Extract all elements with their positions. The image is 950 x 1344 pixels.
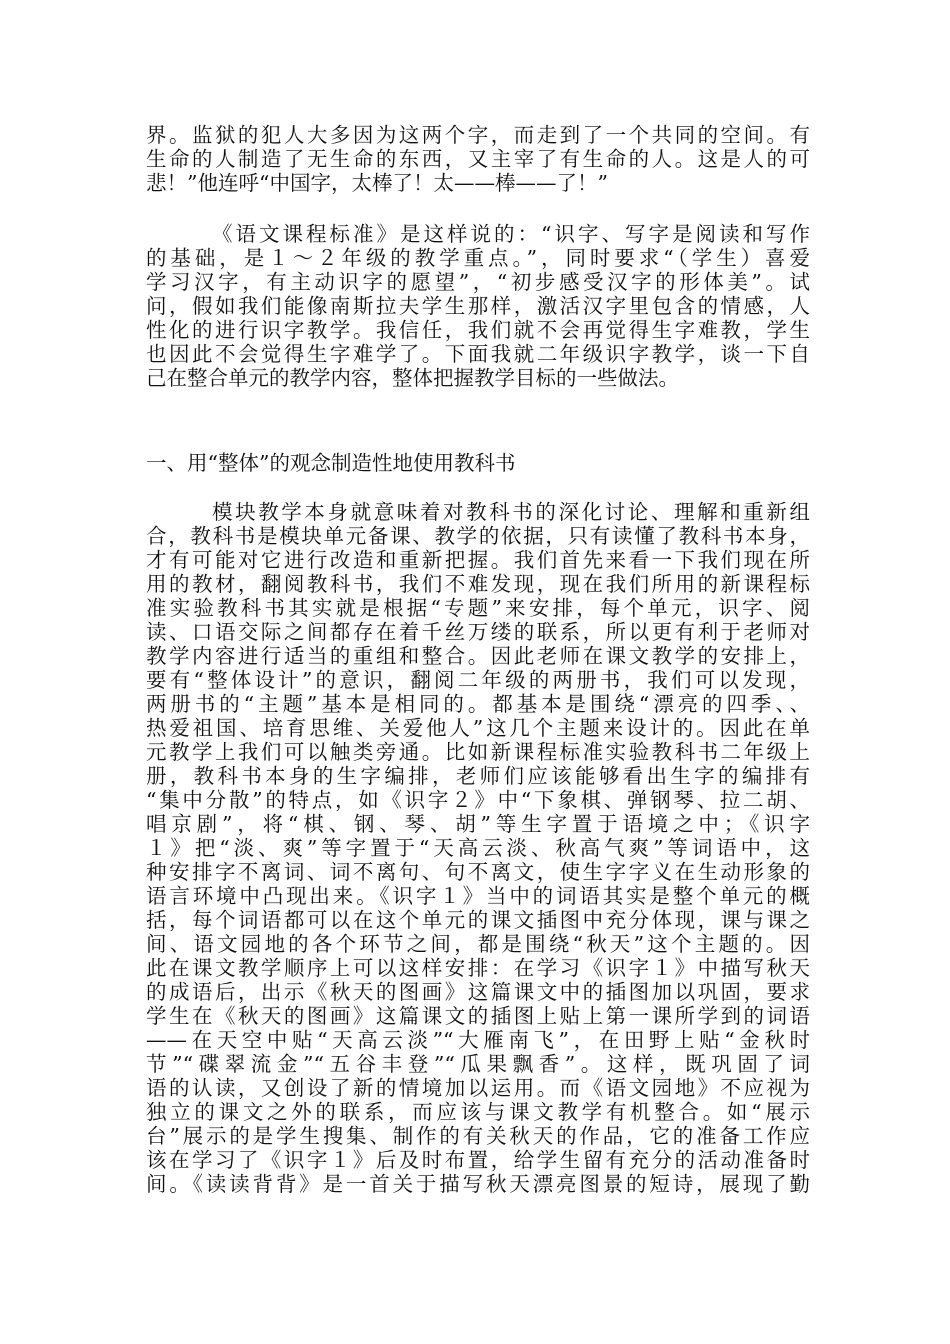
text-line: 两册书的“主题”基本是相同的。都基本是围绕“漂亮的四季、、 (146, 692, 810, 716)
heading-text: 一、用“整体”的观念制造性地使用教科书 (146, 451, 516, 475)
text-line: 此在课文教学顺序上可以这样安排：在学习《识字１》中描写秋天 (146, 956, 810, 980)
text-line: 元教学上我们可以触类旁通。比如新课程标准实验教科书二年级上 (146, 740, 810, 764)
text-line: 己在整合单元的教学内容，整体把握教学目标的一些做法。 (146, 366, 679, 390)
text-line: 合，教科书是模块单元备课、教学的依据，只有读懂了教科书本身， (146, 524, 810, 548)
text-line: 册，教科书本身的生字编排，老师们应该能够看出生字的编排有 (146, 764, 810, 788)
text-line: 台”展示的是学生搜集、制作的有关秋天的作品，它的准备工作应 (146, 1124, 810, 1148)
text-line: 语言环境中凸现出来。《识字１》当中的词语其实是整个单元的概 (146, 884, 810, 908)
text-line: 学生在《秋天的图画》这篇课文的插图上贴上第一课所学到的词语 (146, 1004, 810, 1028)
text-line: 教学内容进行适当的重组和整合。因此老师在课文教学的安排上， (146, 644, 810, 668)
text-line: 用的教材，翻阅教科书，我们不难发现，现在我们所用的新课程标 (146, 572, 810, 596)
text-line: 间。《读读背背》是一首关于描写秋天漂亮图景的短诗，展现了勤 (146, 1172, 810, 1196)
text-line: 生命的人制造了无生命的东西，又主宰了有生命的人。这是人的可 (146, 147, 810, 171)
text-line: “集中分散”的特点，如《识字２》中“下象棋、弹钢琴、拉二胡、 (146, 788, 810, 812)
text-line: ——在天空中贴“天高云淡”“大雁南飞”，在田野上贴“金秋时 (146, 1028, 810, 1052)
section-heading (146, 451, 810, 475)
text-line: 《语文课程标准》是这样说的：“识字、写字是阅读和写作 (212, 222, 810, 246)
text-line: 才有可能对它进行改造和重新把握。我们首先来看一下我们现在所 (146, 548, 810, 572)
paragraph-quote-continuation (146, 123, 810, 195)
text-line: 语的认读，又创设了新的情境加以运用。而《语文园地》不应视为 (146, 1076, 810, 1100)
text-line: 悲！”他连呼“中国字，太棒了！太——棒——了！” (146, 171, 608, 195)
text-line: 唱京剧”，将“棋、钢、琴、胡”等生字置于语境之中；《识字 (146, 812, 810, 836)
text-line: 括，每个词语都可以在这个单元的课文插图中充分体现，课与课之 (146, 908, 810, 932)
text-line: 独立的课文之外的联系，而应该与课文教学有机整合。如“展示 (146, 1100, 810, 1124)
text-line: 也因此不会觉得生字难学了。下面我就二年级识字教学，谈一下自 (146, 342, 810, 366)
text-line: 要有“整体设计”的意识，翻阅二年级的两册书，我们可以发现， (146, 668, 810, 692)
text-line: 节”“碟翠流金”“五谷丰登”“瓜果飘香”。这样，既巩固了词 (146, 1052, 810, 1076)
text-line: 学习汉字，有主动识字的愿望”，“初步感受汉字的形体美”。试 (146, 270, 810, 294)
text-line: 问，假如我们能像南斯拉夫学生那样，激活汉字里包含的情感，人 (146, 294, 810, 318)
text-line: 的基础，是１～２年级的教学重点。”，同时要求“（学生）喜爱 (146, 246, 810, 270)
paragraph-module-teaching (146, 500, 810, 1196)
text-line: 性化的进行识字教学。我信任，我们就不会再觉得生字难教，学生 (146, 318, 810, 342)
text-line: 模块教学本身就意味着对教科书的深化讨论、理解和重新组 (212, 500, 810, 524)
text-line: 界。监狱的犯人大多因为这两个字，而走到了一个共同的空间。有 (146, 123, 810, 147)
text-line: 读、口语交际之间都存在着千丝万缕的联系，所以更有利于老师对 (146, 620, 810, 644)
text-line: 该在学习了《识字１》后及时布置，给学生留有充分的活动准备时 (146, 1148, 810, 1172)
text-line: 的成语后，出示《秋天的图画》这篇课文中的插图加以巩固，要求 (146, 980, 810, 1004)
text-line: １》把“淡、爽”等字置于“天高云淡、秋高气爽”等词语中，这 (146, 836, 810, 860)
text-line: 准实验教科书其实就是根据“专题”来安排，每个单元，识字、阅 (146, 596, 810, 620)
text-line: 种安排字不离词、词不离句、句不离文，使生字字义在生动形象的 (146, 860, 810, 884)
text-line: 间、语文园地的各个环节之间，都是围绕“秋天”这个主题的。因 (146, 932, 810, 956)
text-line: 热爱祖国、培育思维、关爱他人”这几个主题来设计的。因此在单 (146, 716, 810, 740)
paragraph-curriculum-standard (146, 222, 810, 390)
